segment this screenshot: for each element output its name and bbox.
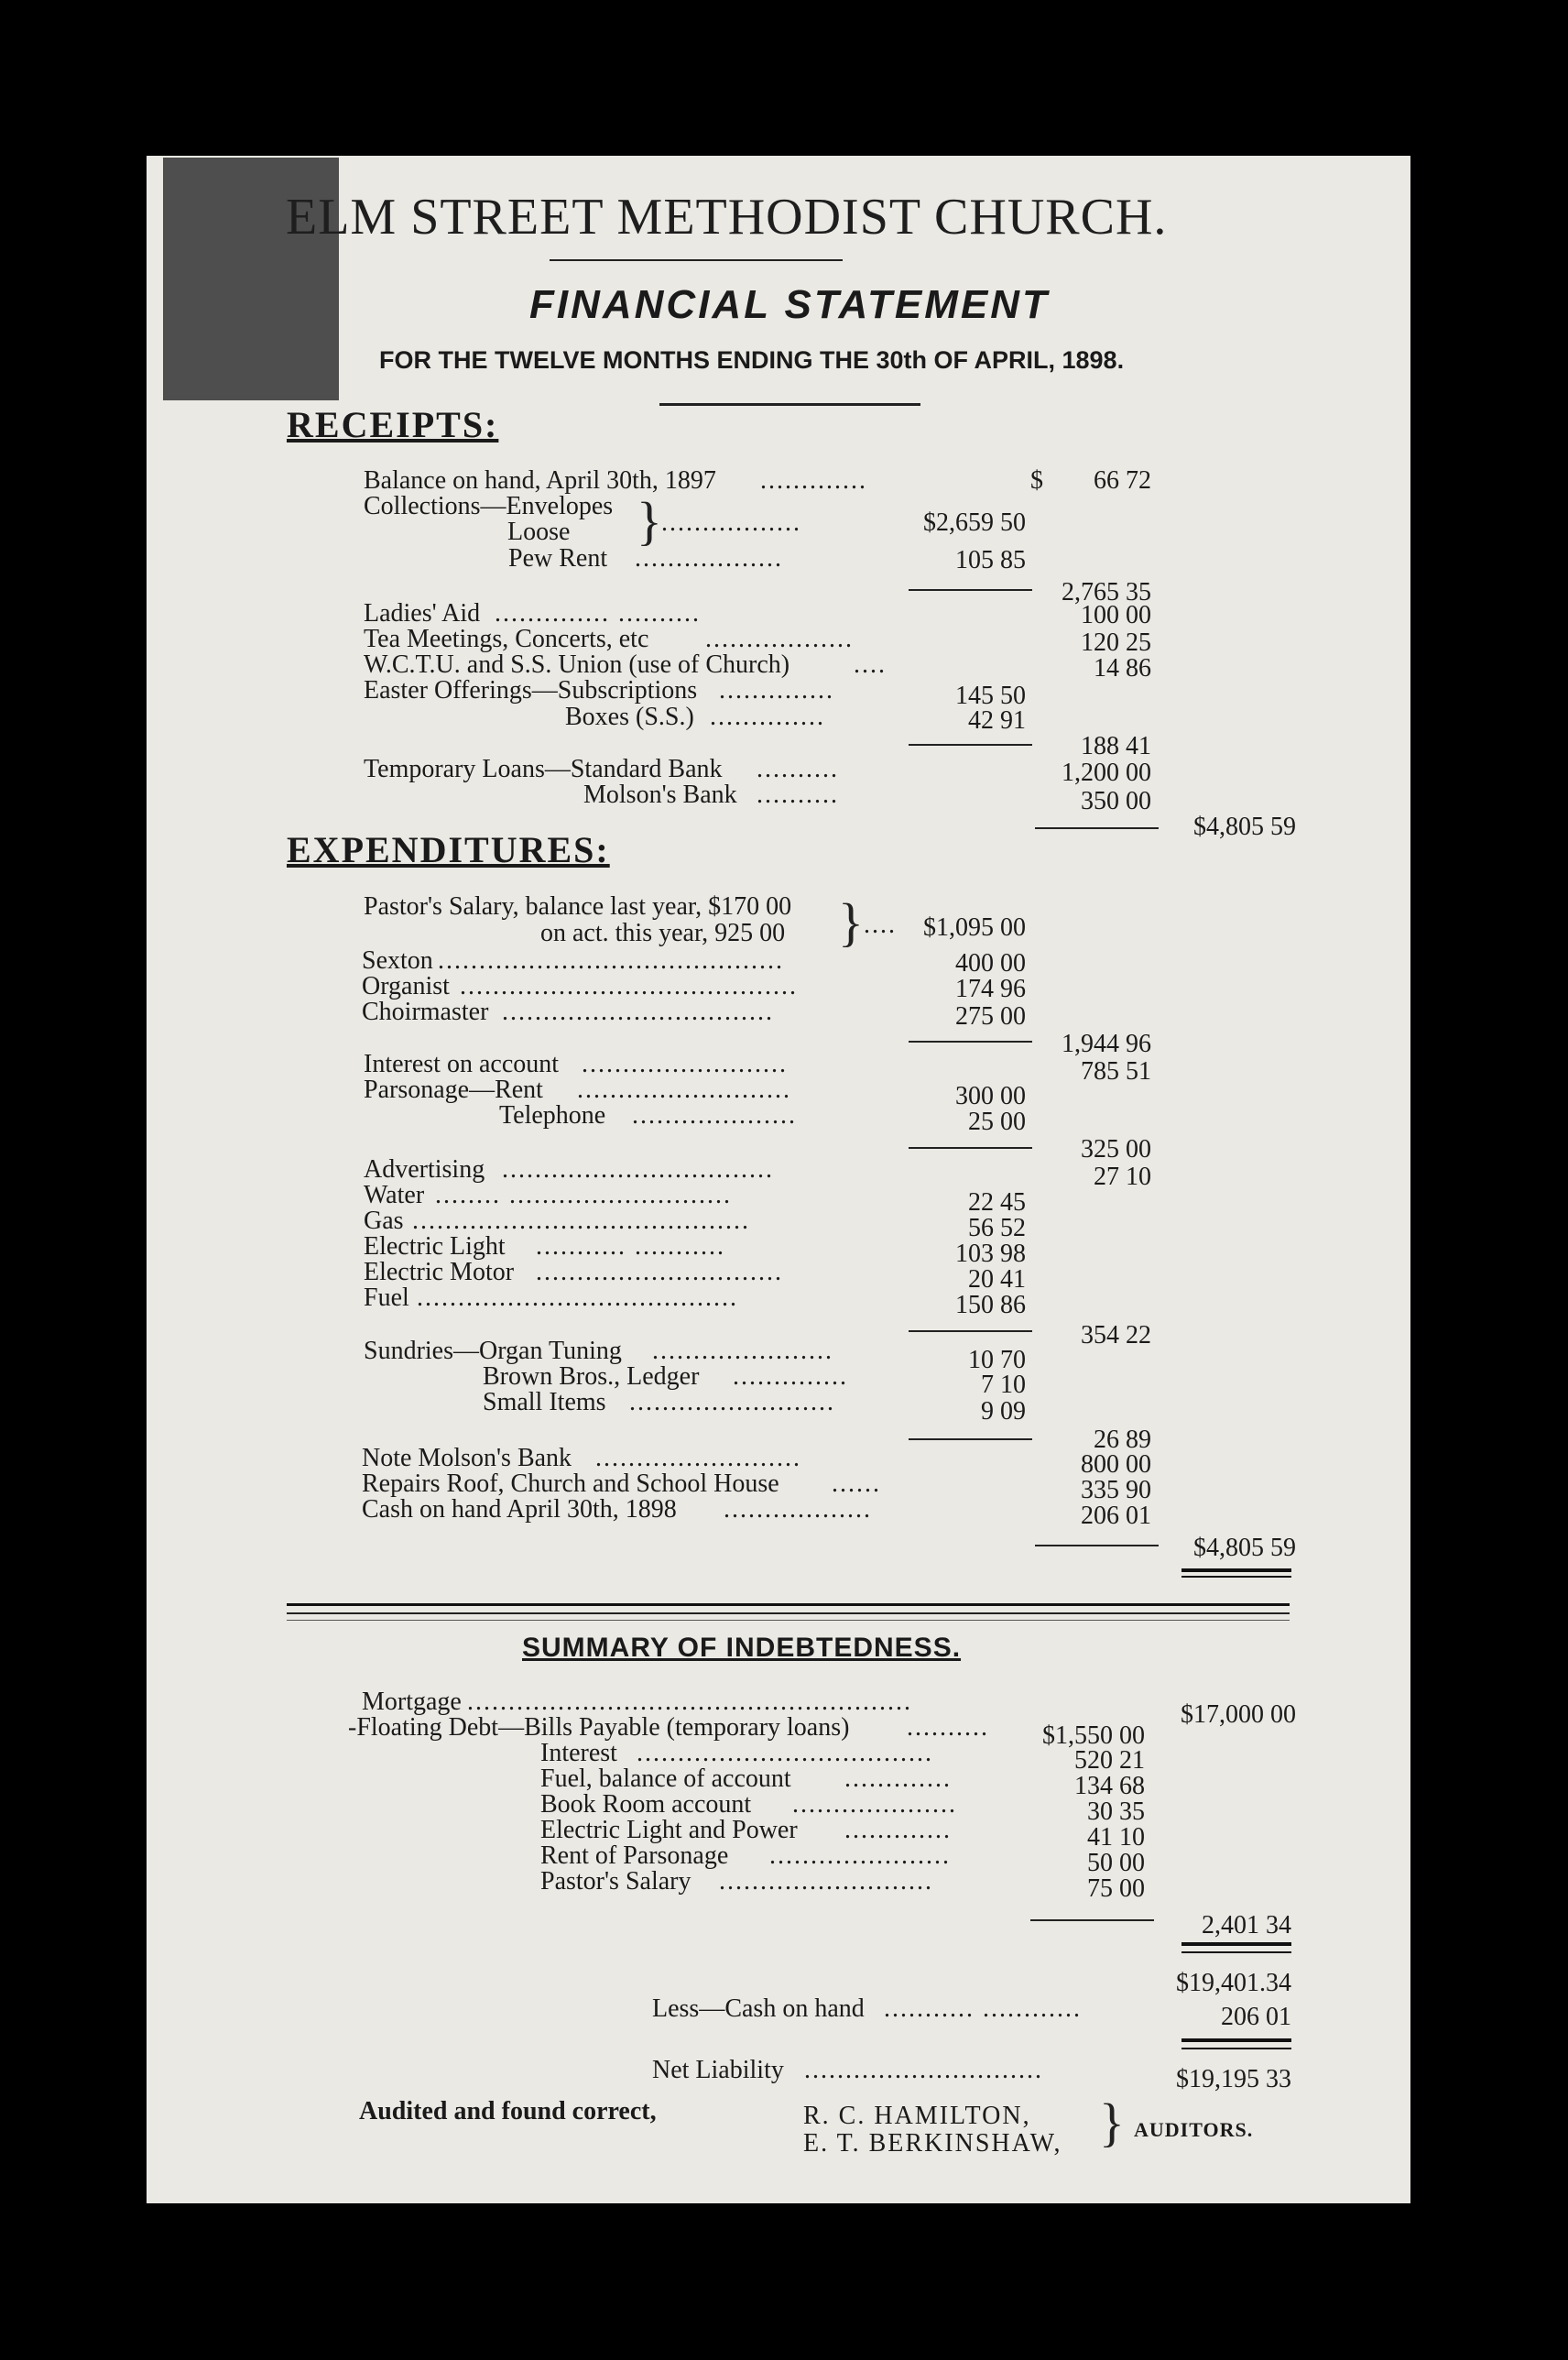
sundries-total: 26 89 [1094,1426,1151,1454]
water-label: Water [364,1181,425,1209]
sexton-amount: 400 00 [955,949,1026,978]
gas-label: Gas [364,1207,404,1235]
total-double-rule [1181,1951,1291,1953]
leader-dots: .......... [757,755,839,783]
document-sheet [147,156,1410,2203]
leader-dots: .............. .......... [495,599,701,628]
less-cash-amount: 206 01 [1221,2003,1291,2031]
collections-total: 2,765 35 [1062,578,1151,606]
pew-rent-amount: 105 85 [955,546,1026,574]
summary-item-amount: 134 68 [1074,1772,1145,1800]
summary-item-label: Rent of Parsonage [540,1841,729,1870]
molson-amount: 350 00 [1081,787,1151,815]
summary-item-amount: 30 35 [1087,1797,1145,1826]
leader-dots: ............................. [804,2056,1043,2084]
parsonage-label: Parsonage—Rent [364,1076,543,1104]
leader-dots: ......................................... [460,972,798,1000]
net-liability-label: Net Liability [652,2056,784,2084]
statement-subtitle: FOR THE TWELVE MONTHS ENDING THE 30th OF APRIL, 1898. [379,346,1125,374]
summary-item-label: Fuel, balance of account [540,1765,791,1793]
leader-dots: .......................... [577,1076,791,1104]
leader-dots: ........ ........................... [435,1181,732,1209]
auditor-name: R. C. HAMILTON, [803,2102,1031,2130]
summary-item-label: Book Room account [540,1790,752,1819]
leader-dots: ........... ............ [884,1994,1082,2023]
leader-dots: .............................. [536,1258,783,1286]
leader-dots: .............. [733,1362,848,1391]
choirmaster-amount: 275 00 [955,1002,1026,1031]
leader-dots: ................. [661,508,801,537]
leader-dots: .......................................... [438,946,784,975]
collections-label: Collections—Envelopes [364,492,614,520]
pastor-label-2: on act. this year, 925 00 [540,919,786,947]
easter-total: 188 41 [1081,732,1151,760]
ladies-aid-amount: 100 00 [1081,601,1151,629]
leader-dots: .... [854,650,887,679]
brace-icon: } [838,892,864,952]
note-amount: 800 00 [1081,1450,1151,1479]
total-double-rule [1181,1942,1291,1946]
auditor-name: E. T. BERKINSHAW, [803,2129,1062,2158]
brown-amount: 7 10 [981,1371,1026,1399]
repairs-label: Repairs Roof, Church and School House [362,1470,779,1498]
floating-debt-total: 2,401 34 [1202,1911,1291,1939]
summary-item-amount: 75 00 [1087,1874,1145,1903]
summary-item-amount: 41 10 [1087,1823,1145,1852]
brace-icon: } [637,491,662,551]
note-label: Note Molson's Bank [362,1444,572,1472]
electric-motor-label: Electric Motor [364,1258,515,1286]
repairs-amount: 335 90 [1081,1476,1151,1504]
organist-amount: 174 96 [955,975,1026,1003]
leader-dots: ................................. [502,998,774,1026]
small-items-amount: 9 09 [981,1397,1026,1426]
boxes-label: Boxes (S.S.) [565,703,694,731]
section-separator [287,1612,1290,1614]
leader-dots: .................. [724,1495,872,1524]
molson-label: Molson's Bank [583,781,737,809]
leader-dots: ......................... [629,1388,835,1416]
pastor-label-1: Pastor's Salary, balance last year, $170 00 [364,892,792,921]
leader-dots: ............. [760,466,867,495]
leader-dots: .............. [710,703,825,731]
electric-light-amount: 103 98 [955,1240,1026,1268]
telephone-label: Telephone [499,1101,606,1130]
summary-item-label: Pastor's Salary [540,1867,691,1896]
parsonage-amount: 300 00 [955,1082,1026,1110]
expenditures-heading: EXPENDITURES: [287,829,610,870]
subtotal-amount: $19,401.34 [1176,1969,1291,1997]
fuel-label: Fuel [364,1284,409,1312]
statement-title: FINANCIAL STATEMENT [529,282,1050,327]
interest-amount: 785 51 [1081,1057,1151,1086]
brown-label: Brown Bros., Ledger [483,1362,700,1391]
mortgage-label: Mortgage [362,1688,462,1716]
leader-dots: .................. [705,625,854,653]
floating-debt-label: -Floating Debt—Bills Payable (temporary loans) [348,1713,850,1742]
leader-dots: ...................................................... [467,1688,912,1716]
leader-dots: ......................... [582,1050,788,1078]
gas-amount: 56 52 [968,1214,1026,1242]
interest-label: Interest on account [364,1050,560,1078]
section-separator [287,1603,1290,1606]
subtitle-rule [659,403,920,406]
less-cash-label: Less—Cash on hand [652,1994,865,2023]
balance-amount: 66 72 [1094,466,1151,495]
utilities-total: 354 22 [1081,1321,1151,1349]
small-items-label: Small Items [483,1388,606,1416]
summary-item-label: Interest [540,1739,617,1767]
brace-icon: } [1099,2092,1125,2152]
wctu-label: W.C.T.U. and S.S. Union (use of Church) [364,650,790,679]
collections-amount: $2,659 50 [923,508,1026,537]
leader-dots: .... [864,911,897,939]
leader-dots: ......................................... [412,1207,750,1235]
ladies-aid-label: Ladies' Aid [364,599,481,628]
leader-dots: .......... [907,1713,989,1742]
auditors-role: AUDITORS. [1134,2118,1254,2141]
total-double-rule [1181,1568,1291,1572]
loose-label: Loose [507,518,571,546]
balance-currency: $ [1030,466,1043,495]
total-double-rule [1181,1576,1291,1578]
leader-dots: ...................... [769,1841,951,1870]
header-rule [550,259,843,261]
audit-statement: Audited and found correct, [359,2097,657,2125]
leader-dots: .......... [757,781,839,809]
salaries-total: 1,944 96 [1062,1030,1151,1058]
total-double-rule [1181,2048,1291,2049]
tea-amount: 120 25 [1081,628,1151,657]
leader-dots: .................................... [637,1739,933,1767]
leader-dots: .............. [719,676,834,705]
receipts-heading: RECEIPTS: [287,404,499,445]
electric-light-label: Electric Light [364,1232,506,1261]
fuel-amount: 150 86 [955,1291,1026,1319]
wctu-amount: 14 86 [1094,654,1151,683]
mortgage-amount: $17,000 00 [1181,1700,1296,1729]
leader-dots: .................. [635,544,783,573]
advertising-amount: 27 10 [1094,1163,1151,1191]
loans-amount: 1,200 00 [1062,759,1151,787]
sexton-label: Sexton [362,946,433,975]
total-double-rule [1181,2038,1291,2042]
floating-debt-amount: $1,550 00 [1042,1721,1145,1750]
sundries-label: Sundries—Organ Tuning [364,1337,622,1365]
leader-dots: ............. [844,1816,952,1844]
electric-motor-amount: 20 41 [968,1265,1026,1294]
church-name: ELM STREET METHODIST CHURCH. [286,189,1168,246]
leader-dots: ............. [844,1765,952,1793]
leader-dots: .................... [632,1101,797,1130]
leader-dots: ....................................... [417,1284,738,1312]
organist-label: Organist [362,972,450,1000]
pastor-amount: $1,095 00 [923,913,1026,942]
summary-item-amount: 520 21 [1074,1746,1145,1775]
easter-label: Easter Offerings—Subscriptions [364,676,698,705]
leader-dots: ........... ........... [536,1232,725,1261]
tea-label: Tea Meetings, Concerts, etc [364,625,649,653]
choirmaster-label: Choirmaster [362,998,489,1026]
section-separator [287,1620,1290,1621]
leader-dots: ................................. [502,1155,774,1184]
leader-dots: ......................... [595,1444,801,1472]
summary-item-label: Electric Light and Power [540,1816,798,1844]
easter-amount: 145 50 [955,682,1026,710]
water-amount: 22 45 [968,1188,1026,1217]
expenditures-grand-total: $4,805 59 [1193,1534,1296,1562]
parsonage-total: 325 00 [1081,1135,1151,1164]
leader-dots: ...................... [652,1337,833,1365]
summary-item-amount: 50 00 [1087,1849,1145,1877]
cash-label: Cash on hand April 30th, 1898 [362,1495,677,1524]
sundries-amount: 10 70 [968,1346,1026,1374]
summary-heading: SUMMARY OF INDEBTEDNESS. [522,1633,962,1663]
cash-amount: 206 01 [1081,1502,1151,1530]
leader-dots: .......................... [719,1867,933,1896]
telephone-amount: 25 00 [968,1108,1026,1136]
loans-label: Temporary Loans—Standard Bank [364,755,723,783]
balance-label: Balance on hand, April 30th, 1897 [364,466,716,495]
boxes-amount: 42 91 [968,706,1026,735]
pew-rent-label: Pew Rent [508,544,608,573]
leader-dots: ...... [832,1470,881,1498]
leader-dots: .................... [792,1790,957,1819]
net-liability-amount: $19,195 33 [1176,2065,1291,2093]
advertising-label: Advertising [364,1155,485,1184]
receipts-grand-total: $4,805 59 [1193,813,1296,841]
